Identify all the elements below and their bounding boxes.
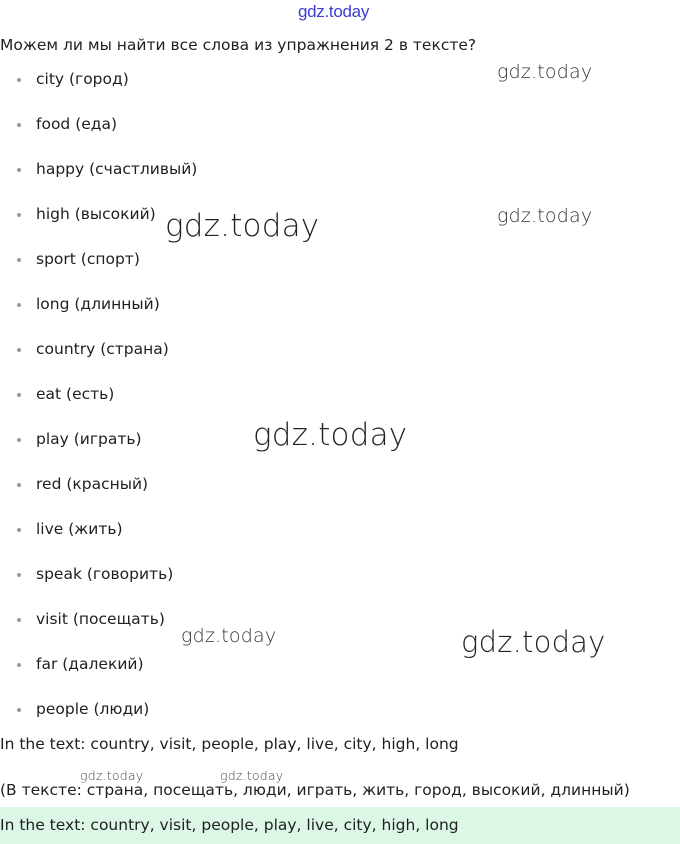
answer-highlight-text: In the text: country, visit, people, play, live, city, high, long [0,816,459,834]
list-item [0,507,680,552]
bullet-icon [17,708,21,712]
word-item-label: live (жить) [36,520,123,538]
word-item-label: red (красный) [36,475,149,493]
list-item [0,147,680,192]
watermark: gdz.today [461,625,606,659]
word-item-label: city (город) [36,70,129,88]
bullet-icon [17,618,21,622]
word-item-label: far (далекий) [36,655,144,673]
list-item [0,462,680,507]
watermark: gdz.today [220,768,284,783]
bullet-icon [17,528,21,532]
bullet-icon [17,573,21,577]
answer-english: In the text: country, visit, people, play, live, city, high, long [0,735,459,753]
word-item-label: eat (есть) [36,385,115,403]
watermark: gdz.today [80,768,144,783]
watermark: gdz.today [497,61,593,83]
word-item-label: visit (посещать) [36,610,165,628]
bullet-icon [17,438,21,442]
word-item-label: speak (говорить) [36,565,174,583]
bullet-icon [17,168,21,172]
word-item-label: people (люди) [36,700,150,718]
word-item-label: food (еда) [36,115,118,133]
bullet-icon [17,123,21,127]
list-item [0,237,680,282]
word-item-label: high (высокий) [36,205,156,223]
watermark: gdz.today [165,208,320,244]
list-item [0,282,680,327]
watermark: gdz.today [181,625,277,647]
word-item-label: play (играть) [36,430,142,448]
bullet-icon [17,258,21,262]
question-text: Можем ли мы найти все слова из упражнения 2 в тексте? [0,36,477,54]
word-item-label: happy (счастливый) [36,160,198,178]
list-item [0,687,680,732]
answer-russian: (В тексте: страна, посещать, люди, играть, жить, город, высокий, длинный) [0,781,630,799]
word-item-label: long (длинный) [36,295,160,313]
watermark: gdz.today [497,205,593,227]
answer-highlight-box [0,807,680,844]
bullet-icon [17,663,21,667]
word-item-label: country (страна) [36,340,169,358]
watermark: gdz.today [253,417,408,453]
site-logo[interactable]: gdz.today [298,2,370,21]
word-item-label: sport (спорт) [36,250,140,268]
bullet-icon [17,213,21,217]
bullet-icon [17,78,21,82]
list-item [0,327,680,372]
bullet-icon [17,393,21,397]
list-item [0,102,680,147]
list-item [0,552,680,597]
list-item [0,372,680,417]
bullet-icon [17,303,21,307]
bullet-icon [17,348,21,352]
bullet-icon [17,483,21,487]
